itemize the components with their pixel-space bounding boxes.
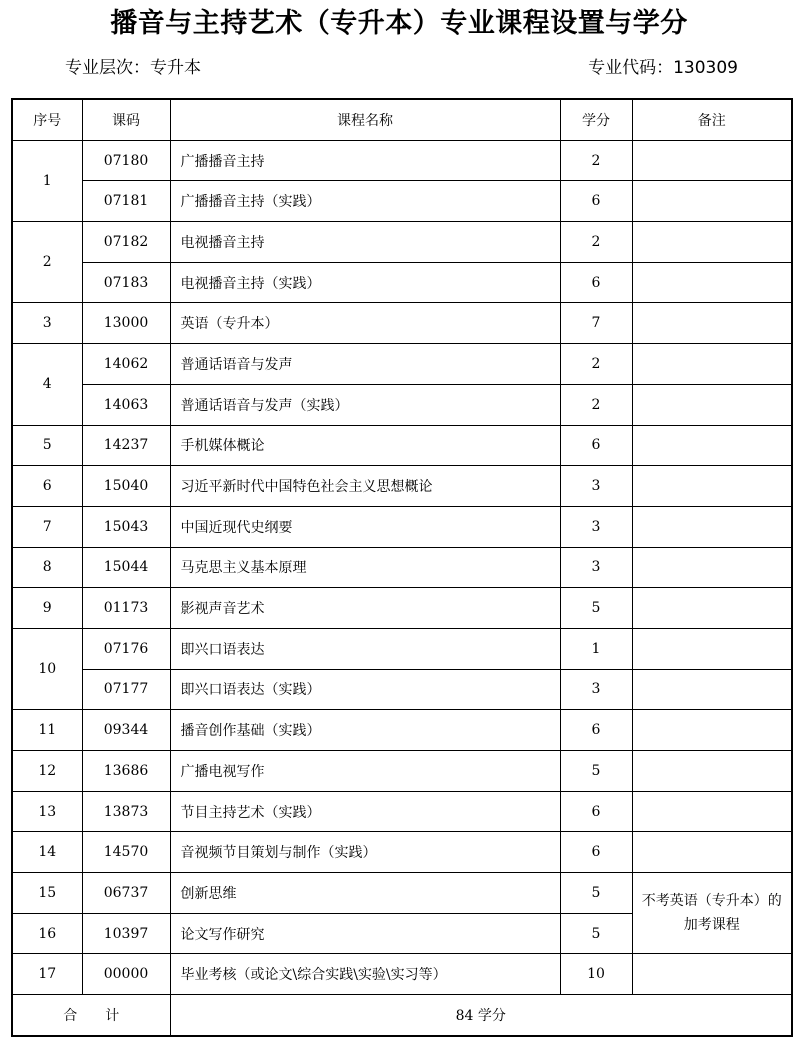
credit-cell: 5 bbox=[560, 873, 632, 914]
seq-cell: 16 bbox=[12, 913, 82, 954]
table-row bbox=[12, 222, 792, 263]
code-cell: 10397 bbox=[82, 913, 170, 954]
name-cell: 英语（专升本） bbox=[170, 303, 560, 344]
code-cell: 14062 bbox=[82, 344, 170, 385]
credit-cell: 5 bbox=[560, 751, 632, 792]
credit-cell: 10 bbox=[560, 954, 632, 995]
note-cell bbox=[632, 466, 792, 507]
seq-cell: 12 bbox=[12, 751, 82, 792]
code-cell: 13873 bbox=[82, 791, 170, 832]
name-cell: 习近平新时代中国特色社会主义思想概论 bbox=[170, 466, 560, 507]
seq-cell: 7 bbox=[12, 506, 82, 547]
header-name: 课程名称 bbox=[170, 99, 560, 140]
table-row bbox=[12, 873, 792, 914]
credit-cell: 3 bbox=[560, 669, 632, 710]
credit-cell: 3 bbox=[560, 547, 632, 588]
code-cell: 01173 bbox=[82, 588, 170, 629]
note-cell bbox=[632, 222, 792, 263]
credit-cell: 6 bbox=[560, 710, 632, 751]
table-row bbox=[12, 588, 792, 629]
seq-cell: 6 bbox=[12, 466, 82, 507]
major-level: 专业层次：专升本 bbox=[65, 58, 201, 78]
note-cell bbox=[632, 344, 792, 385]
credit-cell: 6 bbox=[560, 832, 632, 873]
table-row bbox=[12, 140, 792, 181]
seq-cell: 15 bbox=[12, 873, 82, 914]
name-cell: 创新思维 bbox=[170, 873, 560, 914]
note-cell bbox=[632, 954, 792, 995]
credit-cell: 6 bbox=[560, 425, 632, 466]
name-cell: 普通话语音与发声（实践） bbox=[170, 384, 560, 425]
note-extra-cell: 不考英语（专升本）的加考课程 bbox=[632, 873, 792, 954]
code-cell: 07183 bbox=[82, 262, 170, 303]
seq-cell: 17 bbox=[12, 954, 82, 995]
code-cell: 14063 bbox=[82, 384, 170, 425]
seq-cell: 14 bbox=[12, 832, 82, 873]
credit-cell: 2 bbox=[560, 222, 632, 263]
credit-cell: 5 bbox=[560, 588, 632, 629]
name-cell: 普通话语音与发声 bbox=[170, 344, 560, 385]
table-row bbox=[12, 384, 792, 425]
seq-cell: 4 bbox=[12, 344, 82, 425]
name-cell: 播音创作基础（实践） bbox=[170, 710, 560, 751]
credit-cell: 2 bbox=[560, 140, 632, 181]
credit-cell: 3 bbox=[560, 466, 632, 507]
table-row bbox=[12, 425, 792, 466]
table-row bbox=[12, 506, 792, 547]
header-code: 课码 bbox=[82, 99, 170, 140]
name-cell: 电视播音主持（实践） bbox=[170, 262, 560, 303]
table-row bbox=[12, 262, 792, 303]
total-row bbox=[12, 995, 792, 1037]
code-cell: 07180 bbox=[82, 140, 170, 181]
code-cell: 13686 bbox=[82, 751, 170, 792]
name-cell: 广播播音主持（实践） bbox=[170, 181, 560, 222]
table-row bbox=[12, 751, 792, 792]
seq-cell: 13 bbox=[12, 791, 82, 832]
credit-cell: 6 bbox=[560, 181, 632, 222]
code-cell: 00000 bbox=[82, 954, 170, 995]
table-row bbox=[12, 710, 792, 751]
name-cell: 马克思主义基本原理 bbox=[170, 547, 560, 588]
note-cell bbox=[632, 425, 792, 466]
code-cell: 07182 bbox=[82, 222, 170, 263]
code-cell: 15044 bbox=[82, 547, 170, 588]
seq-cell: 5 bbox=[12, 425, 82, 466]
name-cell: 手机媒体概论 bbox=[170, 425, 560, 466]
table-row bbox=[12, 832, 792, 873]
note-cell bbox=[632, 710, 792, 751]
table-row bbox=[12, 669, 792, 710]
credit-cell: 2 bbox=[560, 384, 632, 425]
name-cell: 电视播音主持 bbox=[170, 222, 560, 263]
note-cell bbox=[632, 506, 792, 547]
code-cell: 15043 bbox=[82, 506, 170, 547]
credit-cell: 2 bbox=[560, 344, 632, 385]
seq-cell: 2 bbox=[12, 222, 82, 303]
table-row bbox=[12, 791, 792, 832]
header-credit: 学分 bbox=[560, 99, 632, 140]
name-cell: 音视频节目策划与制作（实践） bbox=[170, 832, 560, 873]
header-seq: 序号 bbox=[12, 99, 82, 140]
table-row bbox=[12, 303, 792, 344]
code-cell: 15040 bbox=[82, 466, 170, 507]
total-label: 合 计 bbox=[12, 995, 170, 1037]
page-title: 播音与主持艺术（专升本）专业课程设置与学分 bbox=[110, 8, 688, 39]
code-cell: 07176 bbox=[82, 628, 170, 669]
credit-cell: 5 bbox=[560, 913, 632, 954]
name-cell: 即兴口语表达（实践） bbox=[170, 669, 560, 710]
table-header-row bbox=[12, 99, 792, 140]
note-cell bbox=[632, 588, 792, 629]
note-cell bbox=[632, 262, 792, 303]
credit-cell: 1 bbox=[560, 628, 632, 669]
table-row bbox=[12, 181, 792, 222]
seq-cell: 3 bbox=[12, 303, 82, 344]
name-cell: 影视声音艺术 bbox=[170, 588, 560, 629]
table-row bbox=[12, 547, 792, 588]
table-row bbox=[12, 344, 792, 385]
note-cell bbox=[632, 832, 792, 873]
note-cell bbox=[632, 751, 792, 792]
credit-cell: 6 bbox=[560, 791, 632, 832]
note-cell bbox=[632, 669, 792, 710]
code-cell: 14237 bbox=[82, 425, 170, 466]
table-row bbox=[12, 954, 792, 995]
name-cell: 论文写作研究 bbox=[170, 913, 560, 954]
seq-cell: 1 bbox=[12, 140, 82, 221]
name-cell: 广播播音主持 bbox=[170, 140, 560, 181]
code-cell: 13000 bbox=[82, 303, 170, 344]
seq-cell: 9 bbox=[12, 588, 82, 629]
total-value: 84 学分 bbox=[170, 995, 792, 1037]
table-row bbox=[12, 628, 792, 669]
name-cell: 毕业考核（或论文\综合实践\实验\实习等） bbox=[170, 954, 560, 995]
code-cell: 14570 bbox=[82, 832, 170, 873]
seq-cell: 10 bbox=[12, 628, 82, 709]
credit-cell: 7 bbox=[560, 303, 632, 344]
credit-cell: 3 bbox=[560, 506, 632, 547]
name-cell: 中国近现代史纲要 bbox=[170, 506, 560, 547]
code-cell: 06737 bbox=[82, 873, 170, 914]
code-cell: 07181 bbox=[82, 181, 170, 222]
seq-cell: 11 bbox=[12, 710, 82, 751]
seq-cell: 8 bbox=[12, 547, 82, 588]
code-cell: 07177 bbox=[82, 669, 170, 710]
note-cell bbox=[632, 547, 792, 588]
name-cell: 节目主持艺术（实践） bbox=[170, 791, 560, 832]
name-cell: 广播电视写作 bbox=[170, 751, 560, 792]
header-note: 备注 bbox=[632, 99, 792, 140]
note-cell bbox=[632, 303, 792, 344]
course-table bbox=[11, 98, 793, 1037]
note-cell bbox=[632, 791, 792, 832]
major-code: 专业代码：130309 bbox=[588, 58, 738, 78]
code-cell: 09344 bbox=[82, 710, 170, 751]
note-cell bbox=[632, 628, 792, 669]
note-cell bbox=[632, 384, 792, 425]
credit-cell: 6 bbox=[560, 262, 632, 303]
note-cell bbox=[632, 181, 792, 222]
note-cell bbox=[632, 140, 792, 181]
table-row bbox=[12, 466, 792, 507]
name-cell: 即兴口语表达 bbox=[170, 628, 560, 669]
